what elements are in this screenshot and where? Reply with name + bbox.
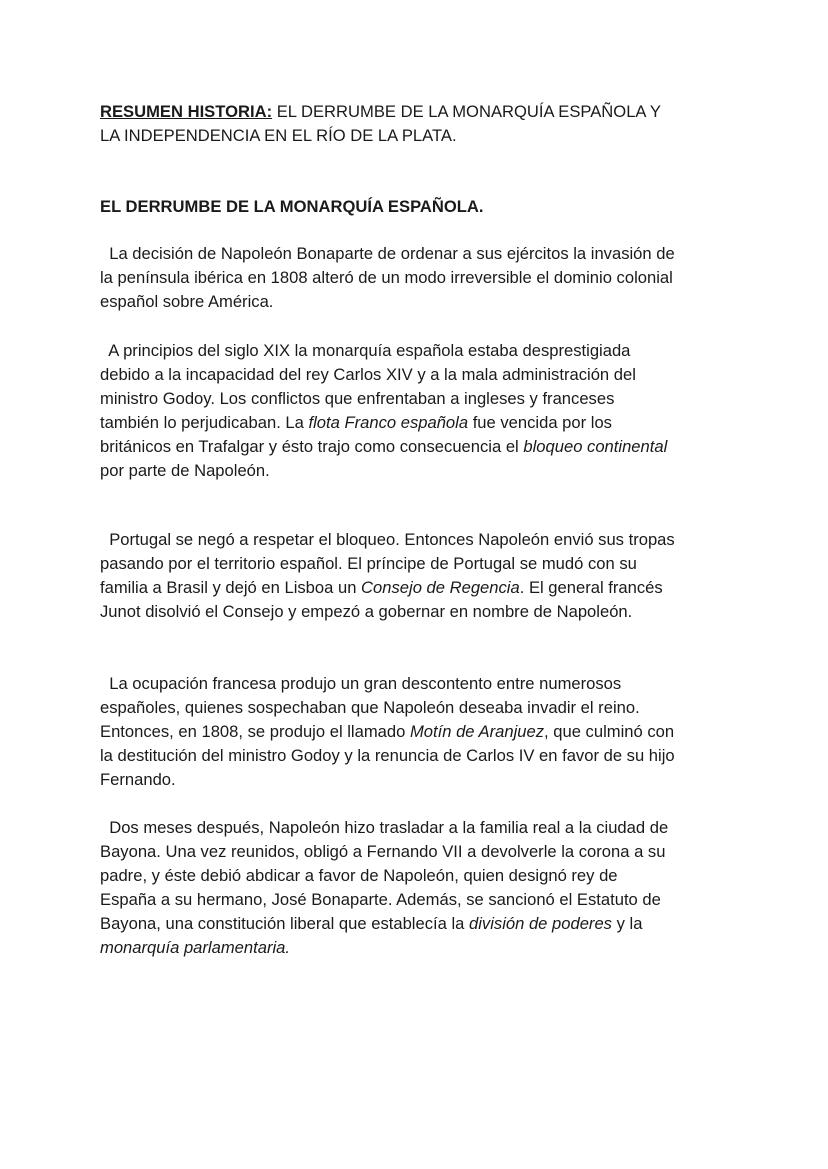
text-run: la destitución del ministro Godoy y la renuncia de Carlos IV en favor de su hijo bbox=[100, 746, 675, 765]
paragraph-line bbox=[100, 864, 760, 888]
paragraph bbox=[100, 672, 760, 792]
paragraph-line bbox=[100, 435, 760, 459]
text-run: británicos en Trafalgar y ésto trajo como consecuencia el bbox=[100, 437, 524, 456]
paragraph bbox=[100, 816, 760, 960]
text-run: familia a Brasil y dejó en Lisboa un bbox=[100, 578, 362, 597]
text-run: fue vencida por los bbox=[468, 413, 612, 432]
paragraph-line bbox=[100, 696, 760, 720]
paragraph-line bbox=[100, 744, 760, 768]
paragraph-line bbox=[100, 459, 760, 483]
paragraph-line bbox=[100, 552, 760, 576]
title-label: RESUMEN HISTORIA: bbox=[100, 102, 273, 121]
emphasized-text: monarquía parlamentaria. bbox=[100, 938, 291, 957]
paragraph-line bbox=[100, 387, 760, 411]
text-run: La decisión de Napoleón Bonaparte de ordenar a sus ejércitos la invasión de bbox=[100, 244, 675, 263]
paragraph bbox=[100, 242, 760, 314]
text-run: padre, y éste debió abdicar a favor de Napoleón, quien designó rey de bbox=[100, 866, 618, 885]
paragraph-line bbox=[100, 242, 760, 266]
title-text: EL DERRUMBE DE LA MONARQUÍA ESPAÑOLA Y bbox=[272, 102, 661, 121]
paragraph-line bbox=[100, 290, 760, 314]
paragraph bbox=[100, 339, 760, 483]
text-run: también lo perjudicaban. La bbox=[100, 413, 309, 432]
text-run: Bayona, una constitución liberal que establecía la bbox=[100, 914, 469, 933]
text-run: español sobre América. bbox=[100, 292, 274, 311]
paragraph-line bbox=[100, 672, 760, 696]
paragraph-line bbox=[100, 528, 760, 552]
text-run: Fernando. bbox=[100, 770, 176, 789]
text-run: ministro Godoy. Los conflictos que enfrentaban a ingleses y franceses bbox=[100, 389, 615, 408]
paragraph-line bbox=[100, 576, 760, 600]
text-run: . El general francés bbox=[519, 578, 663, 597]
paragraph-line bbox=[100, 411, 760, 435]
text-run: españoles, quienes sospechaban que Napoleón deseaba invadir el reino. bbox=[100, 698, 640, 717]
text-run: y la bbox=[611, 914, 643, 933]
paragraph-line bbox=[100, 266, 760, 290]
text-run: La ocupación francesa produjo un gran descontento entre numerosos bbox=[100, 674, 622, 693]
paragraph-line bbox=[100, 720, 760, 744]
text-run: Dos meses después, Napoleón hizo trasladar a la familia real a la ciudad de bbox=[100, 818, 669, 837]
emphasized-text: división de poderes bbox=[469, 914, 612, 933]
emphasized-text: flota Franco española bbox=[308, 413, 469, 432]
paragraph-line bbox=[100, 363, 760, 387]
text-run: Entonces, en 1808, se produjo el llamado bbox=[100, 722, 410, 741]
paragraph-line bbox=[100, 768, 760, 792]
paragraph-line bbox=[100, 816, 760, 840]
text-run: Portugal se negó a respetar el bloqueo. Entonces Napoleón envió sus tropas bbox=[100, 530, 675, 549]
paragraph-line bbox=[100, 936, 760, 960]
section-heading: EL DERRUMBE DE LA MONARQUÍA ESPAÑOLA. bbox=[100, 197, 484, 216]
text-run: la península ibérica en 1808 alteró de un modo irreversible el dominio colonial bbox=[100, 268, 673, 287]
paragraph-line bbox=[100, 840, 760, 864]
emphasized-text: Motín de Aranjuez bbox=[409, 722, 545, 741]
title-text: LA INDEPENDENCIA EN EL RÍO DE LA PLATA. bbox=[100, 126, 457, 145]
paragraph-line bbox=[100, 339, 760, 363]
paragraph-line bbox=[100, 912, 760, 936]
text-run: pasando por el territorio español. El príncipe de Portugal se mudó con su bbox=[100, 554, 637, 573]
text-run: debido a la incapacidad del rey Carlos XIV y a la mala administración del bbox=[100, 365, 636, 384]
emphasized-text: bloqueo continental bbox=[523, 437, 668, 456]
text-run: por parte de Napoleón. bbox=[100, 461, 270, 480]
text-run: Bayona. Una vez reunidos, obligó a Fernando VII a devolverle la corona a su bbox=[100, 842, 666, 861]
text-run: A principios del siglo XIX la monarquía española estaba desprestigiada bbox=[100, 341, 631, 360]
text-run: , que culminó con bbox=[544, 722, 675, 741]
paragraph-line bbox=[100, 888, 760, 912]
paragraph bbox=[100, 528, 760, 624]
paragraph-line bbox=[100, 600, 760, 624]
text-run: Junot disolvió el Consejo y empezó a gobernar en nombre de Napoleón. bbox=[100, 602, 633, 621]
document-title bbox=[100, 100, 760, 148]
text-run: España a su hermano, José Bonaparte. Además, se sancionó el Estatuto de bbox=[100, 890, 661, 909]
emphasized-text: Consejo de Regencia bbox=[361, 578, 520, 597]
